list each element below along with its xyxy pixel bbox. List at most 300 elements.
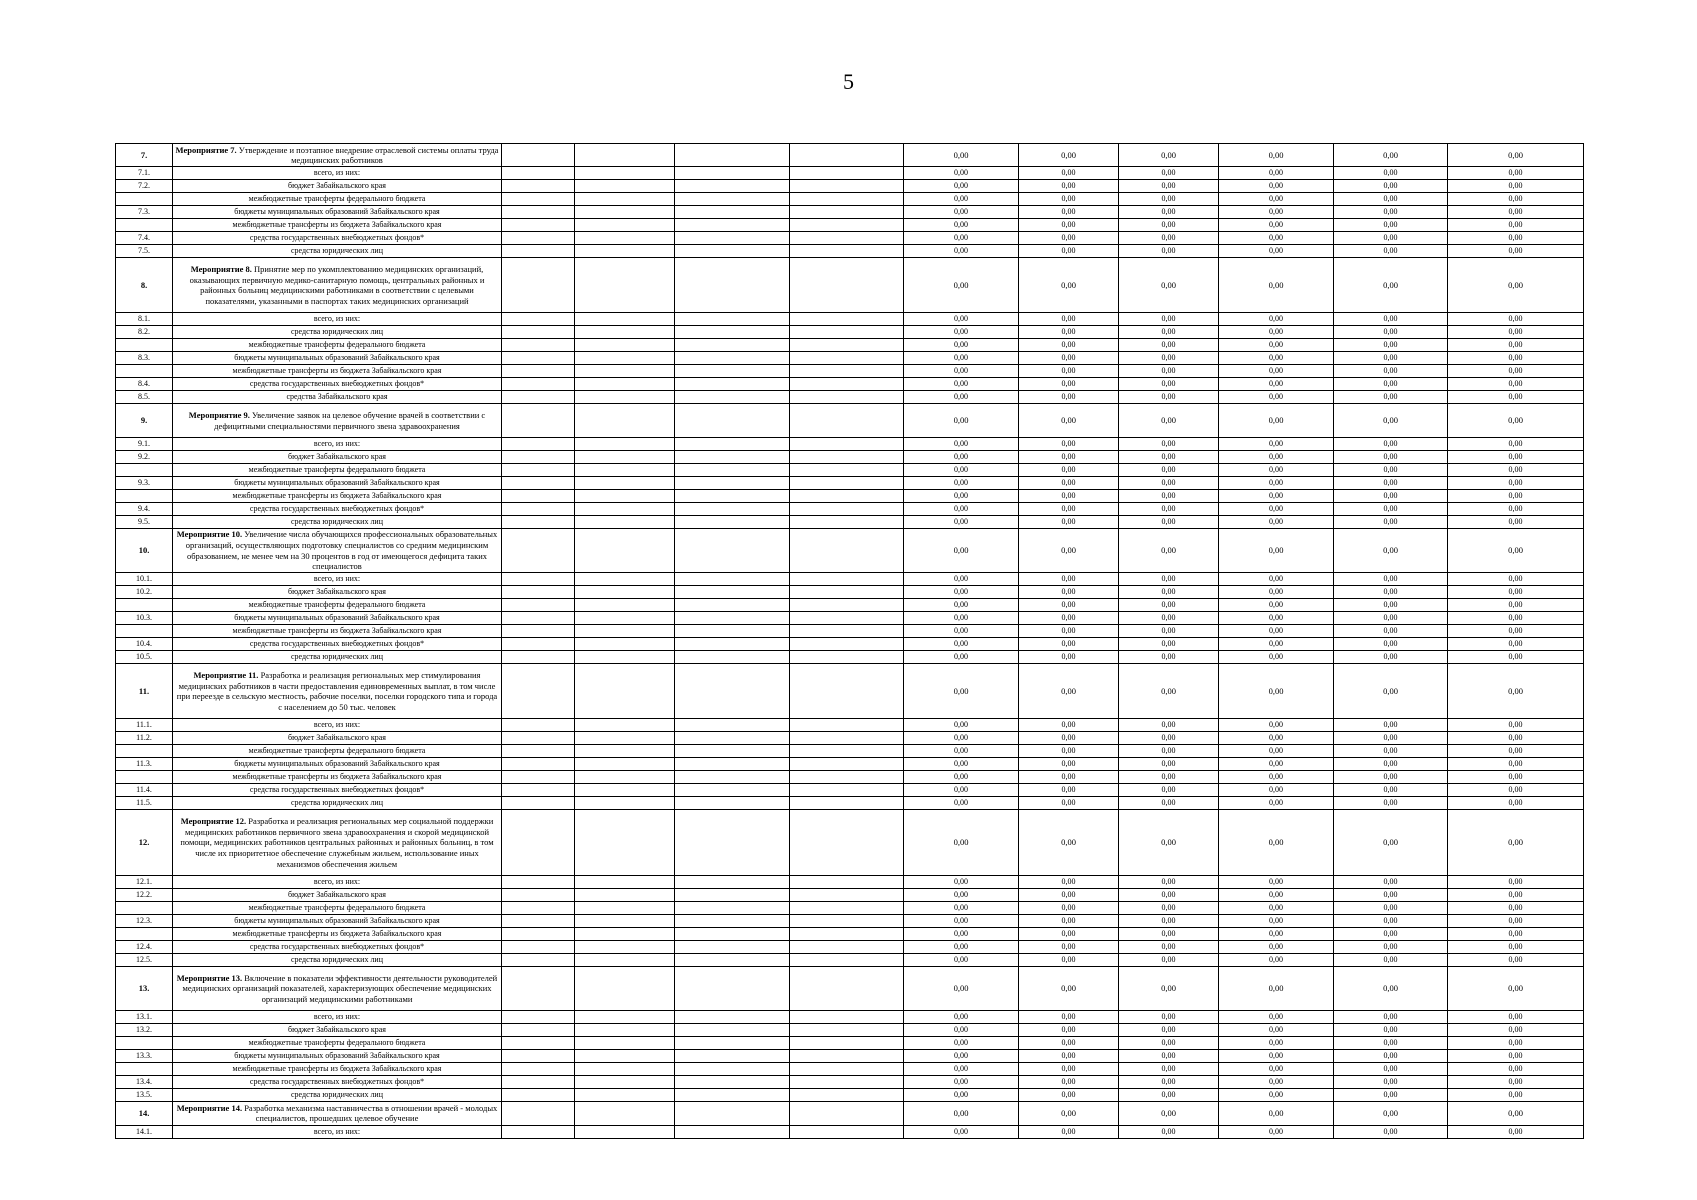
value-cell: 0,00 <box>904 612 1019 625</box>
value-cell: 0,00 <box>904 365 1019 378</box>
empty-cell <box>675 167 790 180</box>
value-cell: 0,00 <box>904 502 1019 515</box>
empty-cell <box>502 758 575 771</box>
value-cell: 0,00 <box>1019 953 1119 966</box>
measure-row <box>116 1102 1584 1125</box>
row-number: 8.3. <box>116 352 173 365</box>
value-cell: 0,00 <box>1119 391 1219 404</box>
empty-cell <box>790 232 904 245</box>
empty-cell <box>502 476 575 489</box>
value-cell: 0,00 <box>1219 206 1334 219</box>
value-cell: 0,00 <box>1334 953 1448 966</box>
funding-row <box>116 476 1584 489</box>
funding-source-label: межбюджетные трансферты из бюджета Забайкальского края <box>173 625 502 638</box>
value-cell: 0,00 <box>1334 927 1448 940</box>
value-cell: 0,00 <box>1119 927 1219 940</box>
funding-row <box>116 489 1584 502</box>
value-cell: 0,00 <box>1219 966 1334 1010</box>
value-cell: 0,00 <box>1019 352 1119 365</box>
funding-row <box>116 206 1584 219</box>
value-cell: 0,00 <box>1219 245 1334 258</box>
empty-cell <box>675 502 790 515</box>
empty-cell <box>790 1102 904 1125</box>
value-cell: 0,00 <box>1448 339 1584 352</box>
empty-cell <box>502 927 575 940</box>
value-cell: 0,00 <box>1119 167 1219 180</box>
funding-row <box>116 450 1584 463</box>
funding-row <box>116 1011 1584 1024</box>
empty-cell <box>575 450 675 463</box>
measure-row <box>116 664 1584 719</box>
value-cell: 0,00 <box>1219 391 1334 404</box>
value-cell: 0,00 <box>1219 638 1334 651</box>
value-cell: 0,00 <box>1019 966 1119 1010</box>
empty-cell <box>790 180 904 193</box>
empty-cell <box>675 193 790 206</box>
measure-title-text: Увеличение заявок на целевое обучение врачей в соответствии с дефицитными специальностями первичного звена здравоохранения <box>214 409 486 431</box>
empty-cell <box>575 797 675 810</box>
value-cell: 0,00 <box>1219 953 1334 966</box>
empty-cell <box>575 1102 675 1125</box>
value-cell: 0,00 <box>1334 1024 1448 1037</box>
value-cell: 0,00 <box>1019 515 1119 528</box>
value-cell: 0,00 <box>1334 404 1448 438</box>
value-cell: 0,00 <box>1334 437 1448 450</box>
empty-cell <box>502 586 575 599</box>
value-cell: 0,00 <box>1119 940 1219 953</box>
measure-row <box>116 528 1584 572</box>
empty-cell <box>675 339 790 352</box>
empty-cell <box>790 1076 904 1089</box>
row-number <box>116 365 173 378</box>
funding-source-label: межбюджетные трансферты из бюджета Забайкальского края <box>173 1063 502 1076</box>
empty-cell <box>575 313 675 326</box>
value-cell: 0,00 <box>1334 771 1448 784</box>
empty-cell <box>675 573 790 586</box>
measure-title <box>173 404 502 438</box>
empty-cell <box>675 378 790 391</box>
value-cell: 0,00 <box>1219 258 1334 313</box>
empty-cell <box>675 450 790 463</box>
value-cell: 0,00 <box>1119 326 1219 339</box>
row-number <box>116 1037 173 1050</box>
value-cell: 0,00 <box>1334 1125 1448 1138</box>
value-cell: 0,00 <box>1019 365 1119 378</box>
funding-source-label: бюджеты муниципальных образований Забайкальского края <box>173 758 502 771</box>
value-cell: 0,00 <box>1219 313 1334 326</box>
value-cell: 0,00 <box>1219 586 1334 599</box>
value-cell: 0,00 <box>1119 352 1219 365</box>
value-cell: 0,00 <box>1334 612 1448 625</box>
empty-cell <box>502 193 575 206</box>
empty-cell <box>675 144 790 167</box>
value-cell: 0,00 <box>904 515 1019 528</box>
funding-source-label: межбюджетные трансферты федерального бюджета <box>173 193 502 206</box>
funding-source-label: средства юридических лиц <box>173 797 502 810</box>
funding-source-label: бюджет Забайкальского края <box>173 180 502 193</box>
empty-cell <box>790 245 904 258</box>
value-cell: 0,00 <box>1448 901 1584 914</box>
empty-cell <box>502 502 575 515</box>
value-cell: 0,00 <box>1119 810 1219 876</box>
value-cell: 0,00 <box>1334 875 1448 888</box>
empty-cell <box>790 313 904 326</box>
value-cell: 0,00 <box>1448 1125 1584 1138</box>
value-cell: 0,00 <box>1448 771 1584 784</box>
row-number: 10.5. <box>116 651 173 664</box>
funding-row <box>116 219 1584 232</box>
value-cell: 0,00 <box>1334 888 1448 901</box>
row-number: 10.2. <box>116 586 173 599</box>
value-cell: 0,00 <box>1334 745 1448 758</box>
empty-cell <box>502 528 575 572</box>
empty-cell <box>790 651 904 664</box>
empty-cell <box>575 404 675 438</box>
empty-cell <box>790 966 904 1010</box>
funding-row <box>116 391 1584 404</box>
row-number <box>116 599 173 612</box>
funding-source-label: бюджет Забайкальского края <box>173 888 502 901</box>
value-cell: 0,00 <box>1334 901 1448 914</box>
empty-cell <box>675 463 790 476</box>
empty-cell <box>790 502 904 515</box>
funding-row <box>116 719 1584 732</box>
measure-title-text: Увеличение числа обучающихся профессиональных образовательных организаций, осуществляющих подготовку специалистов со средним медицинским образованием, не менее чем на 30 процентов в год от имеющегося дефицита таких специалистов <box>185 529 498 572</box>
row-number: 12.2. <box>116 888 173 901</box>
row-number: 12.4. <box>116 940 173 953</box>
value-cell: 0,00 <box>1019 391 1119 404</box>
empty-cell <box>575 365 675 378</box>
measure-title-text: Разработка и реализация региональных мер социальной поддержки медицинских работников первичного звена здравоохранения и скорой медицинской помощи, медицинских работников центральных районных и районных больниц, в том числе их приоритетное обеспечение служебным жильем, использование иных механизмов обеспечения жильем <box>180 816 494 869</box>
value-cell: 0,00 <box>904 528 1019 572</box>
value-cell: 0,00 <box>1119 758 1219 771</box>
empty-cell <box>790 888 904 901</box>
value-cell: 0,00 <box>1019 940 1119 953</box>
value-cell: 0,00 <box>1219 573 1334 586</box>
value-cell: 0,00 <box>1019 528 1119 572</box>
value-cell: 0,00 <box>1448 391 1584 404</box>
value-cell: 0,00 <box>904 404 1019 438</box>
funding-source-label: средства государственных внебюджетных фондов* <box>173 638 502 651</box>
value-cell: 0,00 <box>1119 875 1219 888</box>
empty-cell <box>675 612 790 625</box>
empty-cell <box>675 391 790 404</box>
empty-cell <box>502 612 575 625</box>
empty-cell <box>502 404 575 438</box>
funding-source-label: средства Забайкальского края <box>173 391 502 404</box>
row-number <box>116 193 173 206</box>
empty-cell <box>502 664 575 719</box>
value-cell: 0,00 <box>904 1011 1019 1024</box>
value-cell: 0,00 <box>1448 245 1584 258</box>
empty-cell <box>790 258 904 313</box>
value-cell: 0,00 <box>1219 1024 1334 1037</box>
value-cell: 0,00 <box>1119 651 1219 664</box>
empty-cell <box>502 1125 575 1138</box>
empty-cell <box>502 953 575 966</box>
empty-cell <box>675 953 790 966</box>
value-cell: 0,00 <box>904 437 1019 450</box>
empty-cell <box>790 476 904 489</box>
value-cell: 0,00 <box>904 966 1019 1010</box>
value-cell: 0,00 <box>904 489 1019 502</box>
empty-cell <box>575 625 675 638</box>
row-number <box>116 771 173 784</box>
value-cell: 0,00 <box>1448 450 1584 463</box>
empty-cell <box>575 339 675 352</box>
value-cell: 0,00 <box>904 206 1019 219</box>
row-number: 7.1. <box>116 167 173 180</box>
row-number: 8.4. <box>116 378 173 391</box>
empty-cell <box>502 1063 575 1076</box>
value-cell: 0,00 <box>1119 599 1219 612</box>
value-cell: 0,00 <box>904 463 1019 476</box>
value-cell: 0,00 <box>1334 586 1448 599</box>
value-cell: 0,00 <box>1219 450 1334 463</box>
empty-cell <box>790 758 904 771</box>
funding-source-label: бюджет Забайкальского края <box>173 1024 502 1037</box>
value-cell: 0,00 <box>1334 339 1448 352</box>
empty-cell <box>502 1037 575 1050</box>
value-cell: 0,00 <box>1119 586 1219 599</box>
row-number: 11.1. <box>116 719 173 732</box>
row-number: 10.1. <box>116 573 173 586</box>
empty-cell <box>502 463 575 476</box>
value-cell: 0,00 <box>1219 1037 1334 1050</box>
value-cell: 0,00 <box>1019 771 1119 784</box>
funding-source-label: бюджеты муниципальных образований Забайкальского края <box>173 476 502 489</box>
empty-cell <box>790 771 904 784</box>
measure-number: 11. <box>116 664 173 719</box>
value-cell: 0,00 <box>1334 599 1448 612</box>
row-number: 9.1. <box>116 437 173 450</box>
empty-cell <box>790 1089 904 1102</box>
empty-cell <box>790 219 904 232</box>
empty-cell <box>502 1011 575 1024</box>
value-cell: 0,00 <box>1334 573 1448 586</box>
empty-cell <box>502 1024 575 1037</box>
value-cell: 0,00 <box>1448 463 1584 476</box>
row-number <box>116 625 173 638</box>
empty-cell <box>790 437 904 450</box>
value-cell: 0,00 <box>1119 219 1219 232</box>
row-number: 11.5. <box>116 797 173 810</box>
funding-source-label: межбюджетные трансферты федерального бюджета <box>173 1037 502 1050</box>
value-cell: 0,00 <box>904 245 1019 258</box>
empty-cell <box>502 732 575 745</box>
empty-cell <box>575 784 675 797</box>
row-number <box>116 901 173 914</box>
value-cell: 0,00 <box>1119 1076 1219 1089</box>
value-cell: 0,00 <box>1019 875 1119 888</box>
value-cell: 0,00 <box>1019 745 1119 758</box>
value-cell: 0,00 <box>904 391 1019 404</box>
empty-cell <box>575 664 675 719</box>
empty-cell <box>575 528 675 572</box>
empty-cell <box>790 1050 904 1063</box>
value-cell: 0,00 <box>1219 502 1334 515</box>
value-cell: 0,00 <box>1019 313 1119 326</box>
empty-cell <box>575 232 675 245</box>
row-number: 8.1. <box>116 313 173 326</box>
empty-cell <box>575 219 675 232</box>
value-cell: 0,00 <box>1448 586 1584 599</box>
funding-source-label: всего, из них: <box>173 719 502 732</box>
value-cell: 0,00 <box>1219 476 1334 489</box>
value-cell: 0,00 <box>1019 586 1119 599</box>
empty-cell <box>502 206 575 219</box>
empty-cell <box>790 797 904 810</box>
row-number: 11.3. <box>116 758 173 771</box>
row-number: 7.2. <box>116 180 173 193</box>
value-cell: 0,00 <box>904 888 1019 901</box>
funding-source-label: средства государственных внебюджетных фондов* <box>173 940 502 953</box>
empty-cell <box>675 901 790 914</box>
value-cell: 0,00 <box>1448 1024 1584 1037</box>
empty-cell <box>575 515 675 528</box>
empty-cell <box>575 326 675 339</box>
row-number: 11.2. <box>116 732 173 745</box>
value-cell: 0,00 <box>1334 914 1448 927</box>
empty-cell <box>675 1050 790 1063</box>
value-cell: 0,00 <box>1119 489 1219 502</box>
funding-row <box>116 599 1584 612</box>
value-cell: 0,00 <box>904 784 1019 797</box>
value-cell: 0,00 <box>1019 888 1119 901</box>
measure-number: 12. <box>116 810 173 876</box>
value-cell: 0,00 <box>1219 651 1334 664</box>
value-cell: 0,00 <box>1219 339 1334 352</box>
value-cell: 0,00 <box>1219 810 1334 876</box>
value-cell: 0,00 <box>1019 625 1119 638</box>
measure-title-bold: Мероприятие 13. <box>176 972 243 983</box>
measure-title-bold: Мероприятие 12. <box>180 816 247 827</box>
value-cell: 0,00 <box>1448 378 1584 391</box>
value-cell: 0,00 <box>1019 1011 1119 1024</box>
funding-row <box>116 901 1584 914</box>
value-cell: 0,00 <box>1019 927 1119 940</box>
empty-cell <box>790 1011 904 1024</box>
value-cell: 0,00 <box>1119 1024 1219 1037</box>
value-cell: 0,00 <box>1334 528 1448 572</box>
empty-cell <box>575 391 675 404</box>
empty-cell <box>675 940 790 953</box>
empty-cell <box>675 258 790 313</box>
empty-cell <box>575 732 675 745</box>
funding-source-label: межбюджетные трансферты федерального бюджета <box>173 599 502 612</box>
value-cell: 0,00 <box>1219 719 1334 732</box>
funding-source-label: бюджеты муниципальных образований Забайкальского края <box>173 206 502 219</box>
empty-cell <box>575 258 675 313</box>
funding-row <box>116 784 1584 797</box>
funding-source-label: средства государственных внебюджетных фондов* <box>173 1076 502 1089</box>
value-cell: 0,00 <box>904 1076 1019 1089</box>
value-cell: 0,00 <box>1448 313 1584 326</box>
value-cell: 0,00 <box>904 1125 1019 1138</box>
empty-cell <box>790 167 904 180</box>
value-cell: 0,00 <box>904 232 1019 245</box>
empty-cell <box>790 612 904 625</box>
empty-cell <box>502 940 575 953</box>
value-cell: 0,00 <box>1448 1037 1584 1050</box>
value-cell: 0,00 <box>1448 875 1584 888</box>
measure-row <box>116 810 1584 876</box>
empty-cell <box>575 378 675 391</box>
value-cell: 0,00 <box>1334 784 1448 797</box>
value-cell: 0,00 <box>1448 352 1584 365</box>
value-cell: 0,00 <box>1119 573 1219 586</box>
value-cell: 0,00 <box>1219 232 1334 245</box>
value-cell: 0,00 <box>904 1089 1019 1102</box>
empty-cell <box>502 1050 575 1063</box>
empty-cell <box>675 180 790 193</box>
empty-cell <box>502 599 575 612</box>
measure-row <box>116 404 1584 438</box>
value-cell: 0,00 <box>1219 1063 1334 1076</box>
value-cell: 0,00 <box>1219 1011 1334 1024</box>
value-cell: 0,00 <box>904 193 1019 206</box>
empty-cell <box>502 638 575 651</box>
value-cell: 0,00 <box>1219 1050 1334 1063</box>
empty-cell <box>575 1050 675 1063</box>
value-cell: 0,00 <box>1448 745 1584 758</box>
empty-cell <box>790 339 904 352</box>
empty-cell <box>790 528 904 572</box>
empty-cell <box>502 167 575 180</box>
value-cell: 0,00 <box>1448 612 1584 625</box>
row-number: 12.3. <box>116 914 173 927</box>
value-cell: 0,00 <box>904 940 1019 953</box>
value-cell: 0,00 <box>1119 1037 1219 1050</box>
value-cell: 0,00 <box>1219 219 1334 232</box>
empty-cell <box>575 489 675 502</box>
value-cell: 0,00 <box>904 450 1019 463</box>
funding-source-label: средства государственных внебюджетных фондов* <box>173 502 502 515</box>
value-cell: 0,00 <box>1219 326 1334 339</box>
empty-cell <box>502 797 575 810</box>
row-number: 13.3. <box>116 1050 173 1063</box>
empty-cell <box>575 953 675 966</box>
empty-cell <box>675 599 790 612</box>
row-number: 13.2. <box>116 1024 173 1037</box>
value-cell: 0,00 <box>1119 1050 1219 1063</box>
value-cell: 0,00 <box>904 797 1019 810</box>
empty-cell <box>502 180 575 193</box>
measure-title <box>173 664 502 719</box>
empty-cell <box>502 573 575 586</box>
value-cell: 0,00 <box>1448 365 1584 378</box>
funding-row <box>116 313 1584 326</box>
value-cell: 0,00 <box>1119 313 1219 326</box>
funding-row <box>116 352 1584 365</box>
value-cell: 0,00 <box>1334 797 1448 810</box>
empty-cell <box>502 625 575 638</box>
funding-row <box>116 953 1584 966</box>
measure-title <box>173 528 502 572</box>
value-cell: 0,00 <box>1019 599 1119 612</box>
empty-cell <box>675 875 790 888</box>
empty-cell <box>575 771 675 784</box>
empty-cell <box>675 1089 790 1102</box>
value-cell: 0,00 <box>904 167 1019 180</box>
empty-cell <box>790 489 904 502</box>
measure-row <box>116 258 1584 313</box>
value-cell: 0,00 <box>1219 1125 1334 1138</box>
empty-cell <box>502 437 575 450</box>
value-cell: 0,00 <box>1219 437 1334 450</box>
funding-row <box>116 515 1584 528</box>
value-cell: 0,00 <box>1334 638 1448 651</box>
